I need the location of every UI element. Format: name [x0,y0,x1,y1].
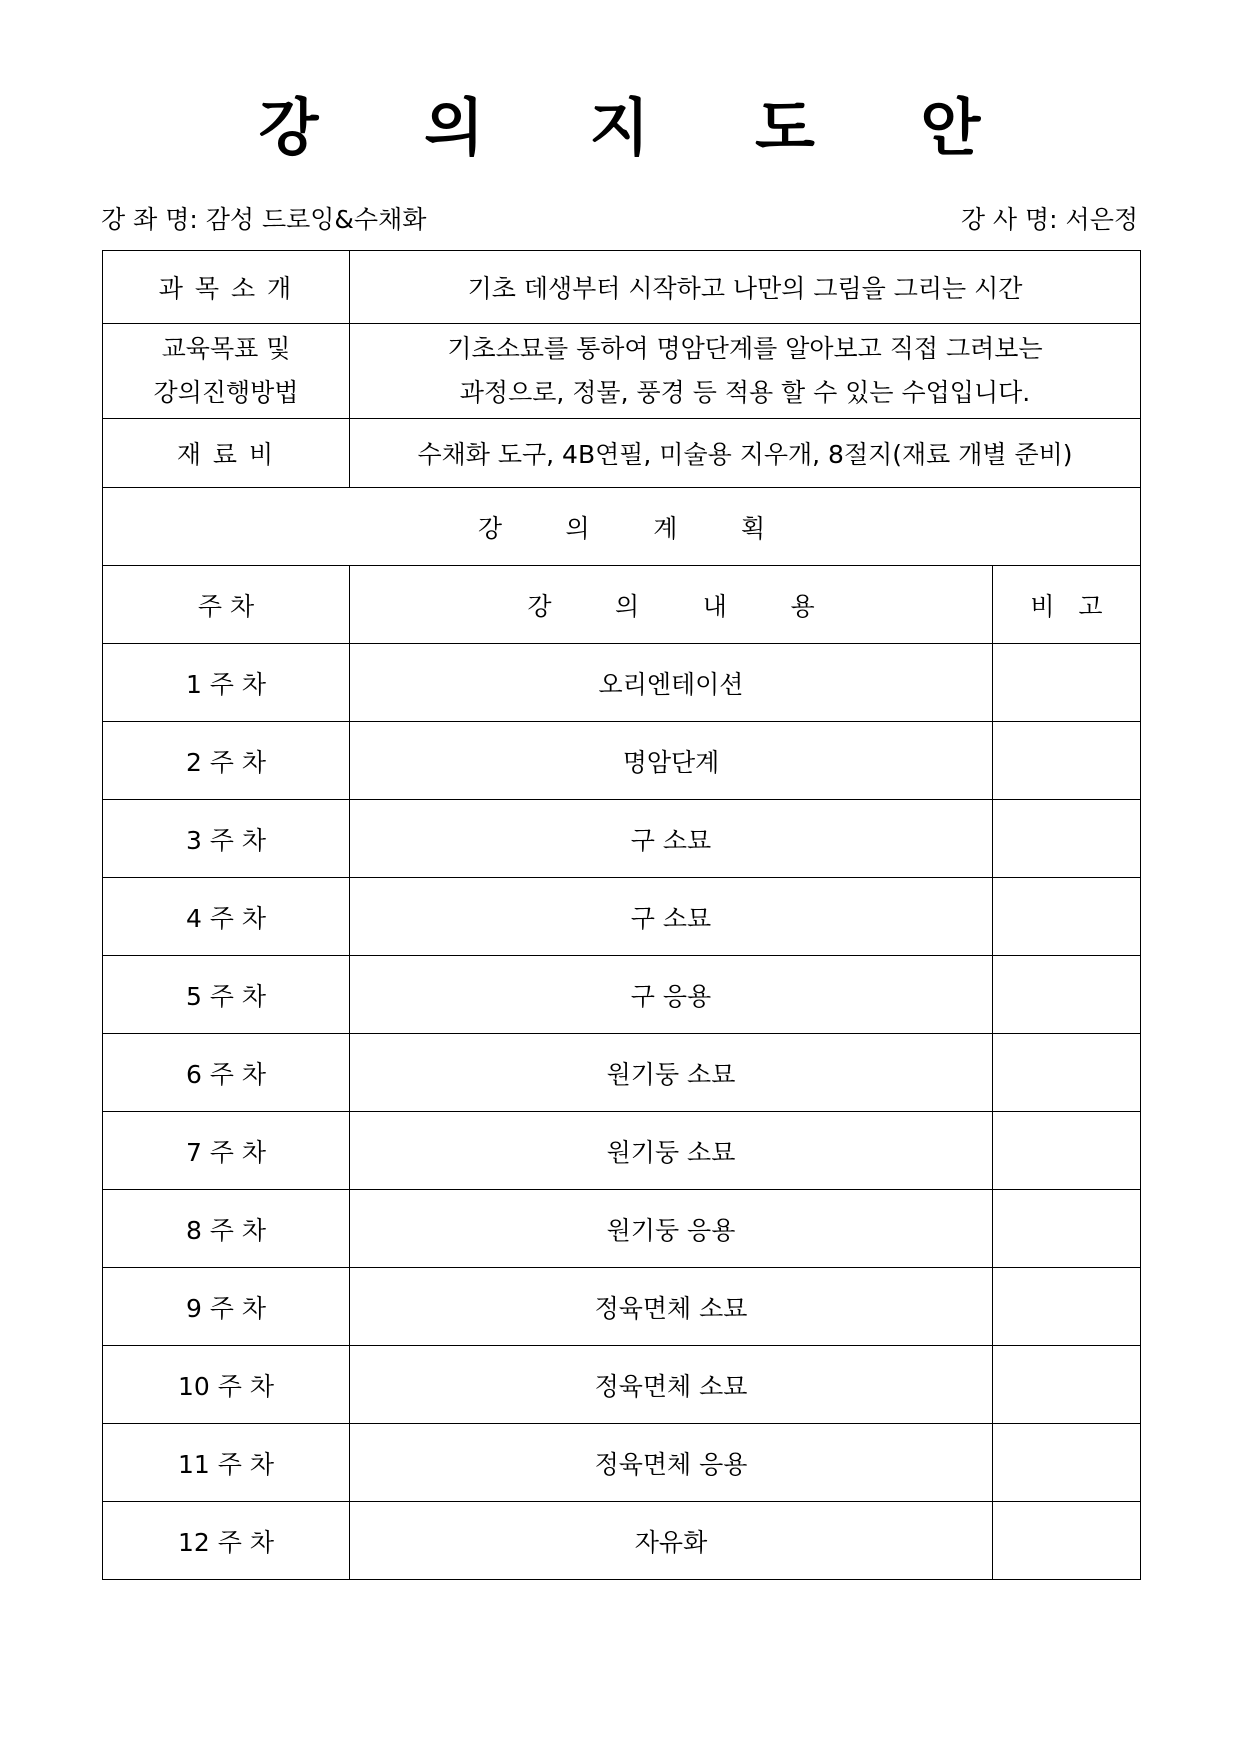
week-cell: 1 주 차 [103,644,350,722]
plan-section-row [103,488,1141,566]
goal-method-label-line-1: 교육목표 및 [161,334,291,363]
page-title: 강 의 지 도 안 [258,91,1023,164]
week-cell: 9 주 차 [103,1268,350,1346]
material-row [103,419,1141,488]
content-cell: 자유화 [350,1502,993,1580]
table-row [103,1268,1141,1346]
note-column-header: 비 고 [993,566,1141,644]
content-cell: 원기둥 소묘 [350,1034,993,1112]
goal-method-label-line-2: 강의진행방법 [153,378,299,407]
week-column-header: 주 차 [103,566,350,644]
note-cell [993,956,1141,1034]
note-cell [993,1346,1141,1424]
table-row [103,644,1141,722]
instructor-name-line [961,200,1138,236]
note-cell [993,1268,1141,1346]
week-cell: 5 주 차 [103,956,350,1034]
note-cell [993,644,1141,722]
table-row [103,1424,1141,1502]
content-cell: 구 응용 [350,956,993,1034]
note-cell [993,800,1141,878]
note-cell [993,1034,1141,1112]
week-cell: 2 주 차 [103,722,350,800]
material-value: 수채화 도구, 4B연필, 미술용 지우개, 8절지(재료 개별 준비) [350,419,1141,488]
goal-method-value-line-2: 과정으로, 정물, 풍경 등 적용 할 수 있는 수업입니다. [459,378,1031,407]
note-cell [993,1502,1141,1580]
content-cell: 정육면체 소묘 [350,1346,993,1424]
table-row [103,1502,1141,1580]
week-cell: 4 주 차 [103,878,350,956]
table-row [103,722,1141,800]
table-row [103,1034,1141,1112]
course-intro-label: 과 목 소 개 [103,251,350,324]
course-name-value: 감성 드로잉&수채화 [205,205,427,234]
week-cell: 8 주 차 [103,1190,350,1268]
week-cell: 12 주 차 [103,1502,350,1580]
content-cell: 원기둥 응용 [350,1190,993,1268]
material-label: 재 료 비 [103,419,350,488]
course-name-line [101,200,426,236]
goal-method-value-line-1: 기초소묘를 통하여 명암단계를 알아보고 직접 그려보는 [447,334,1043,363]
table-row [103,1190,1141,1268]
goal-method-row [103,324,1141,419]
table-row [103,956,1141,1034]
goal-method-label [103,324,350,419]
content-cell: 구 소묘 [350,800,993,878]
lecture-plan-table [102,250,1141,1580]
week-cell: 3 주 차 [103,800,350,878]
week-cell: 6 주 차 [103,1034,350,1112]
content-cell: 구 소묘 [350,878,993,956]
content-column-header: 강 의 내 용 [350,566,993,644]
week-cell: 11 주 차 [103,1424,350,1502]
note-cell [993,1190,1141,1268]
content-cell: 명암단계 [350,722,993,800]
week-cell: 7 주 차 [103,1112,350,1190]
instructor-name-value: 서은정 [1065,205,1138,234]
note-cell [993,1424,1141,1502]
note-cell [993,878,1141,956]
table-row [103,1112,1141,1190]
content-cell: 정육면체 소묘 [350,1268,993,1346]
plan-section-title: 강 의 계 획 [103,488,1141,566]
plan-header-row [103,566,1141,644]
note-cell [993,1112,1141,1190]
note-cell [993,722,1141,800]
content-cell: 원기둥 소묘 [350,1112,993,1190]
content-cell: 오리엔테이션 [350,644,993,722]
goal-method-value [350,324,1141,419]
course-name-label: 강 좌 명: [101,205,198,234]
table-row [103,878,1141,956]
course-intro-value: 기초 데생부터 시작하고 나만의 그림을 그리는 시간 [350,251,1141,324]
course-intro-row [103,251,1141,324]
week-cell: 10 주 차 [103,1346,350,1424]
content-cell: 정육면체 응용 [350,1424,993,1502]
instructor-name-label: 강 사 명: [960,205,1058,234]
table-row [103,1346,1141,1424]
table-row [103,800,1141,878]
